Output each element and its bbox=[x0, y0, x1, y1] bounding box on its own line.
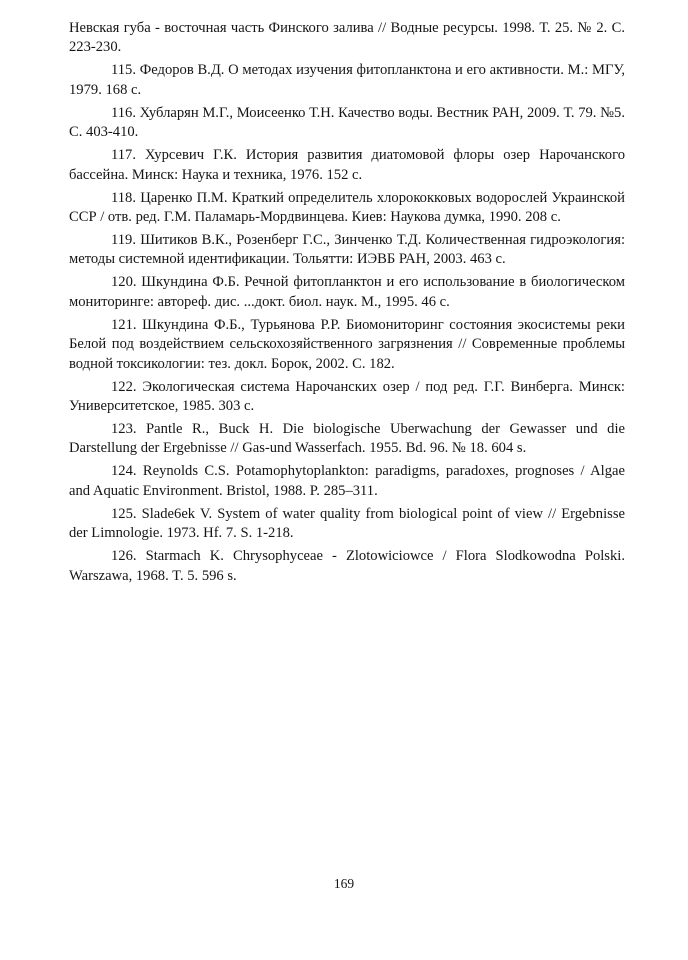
reference-item-116: 116. Хубларян М.Г., Моисеенко Т.Н. Качество воды. Вестник РАН, 2009. Т. 79. №5. С. 403-410. bbox=[69, 104, 625, 141]
reference-item-126: 126. Starmach K. Chrysophyceae - Zlotowiciowce / Flora Slodkowodna Polski. Warszawa, 1968. T. 5. 596 s. bbox=[69, 548, 625, 584]
reference-item-125: 125. Slade6ek V. System of water quality from biological point of view // Ergebnisse der Limnologie. 1973. Hf. 7. S. 1-218. bbox=[69, 505, 625, 542]
reference-item-120: 120. Шкундина Ф.Б. Речной фитопланктон и его использование в биологическом мониторинге: автореф. дис. ...докт. биол. наук. М., 1995. 46 с. bbox=[69, 274, 625, 310]
reference-item-117: 117. Хурсевич Г.К. История развития диатомовой флоры озер Нарочанского бассейна. Минск: Наука и техника, 1976. 152 с. bbox=[69, 147, 625, 183]
reference-item-118: 118. Царенко П.М. Краткий определитель хлорококковых водорослей Украинской ССР / отв. ред. Г.М. Паламарь-Мордвинцева. Киев: Наукова думка, 1990. 208 с. bbox=[69, 189, 625, 226]
reference-item-121: 121. Шкундина Ф.Б., Турьянова Р.Р. Биомониторинг состояния экосистемы реки Белой под воздействием сельскохозяйственного загрязнения // Современные проблемы водной токсикологии: тез. докл. Борок, 2002. С. 182. bbox=[69, 316, 625, 372]
reference-item-115: 115. Федоров В.Д. О методах изучения фитопланктона и его активности. М.: МГУ, 1979. 168 с. bbox=[69, 62, 625, 98]
page-number: 169 bbox=[333, 876, 355, 891]
reference-item-123: 123. Pantle R., Buck H. Die biologische Uberwachung der Gewasser und die Darstellung der Ergebnisse // Gas-und Wasserfach. 1955. Bd. 96. № 18. 604 s. bbox=[69, 421, 625, 457]
reference-item-124: 124. Reynolds C.S. Potamophytoplankton: paradigms, paradoxes, prognoses / Algae and Aquatic Environment. Bristol, 1988. P. 285–311. bbox=[69, 463, 625, 499]
reference-item-122: 122. Экологическая система Нарочанских озер / под ред. Г.Г. Винберга. Минск: Университетское, 1985. 303 с. bbox=[69, 378, 625, 415]
reference-item-119: 119. Шитиков В.К., Розенберг Г.С., Зинченко Т.Д. Количественная гидроэкология: методы системной идентификации. Тольятти: ИЭВБ РАН, 2003. 463 с. bbox=[69, 232, 625, 268]
reference-list bbox=[69, 19, 625, 590]
reference-item-continued: Невская губа - восточная часть Финского залива // Водные ресурсы. 1998. Т. 25. № 2. С. 223-230. bbox=[69, 20, 625, 56]
